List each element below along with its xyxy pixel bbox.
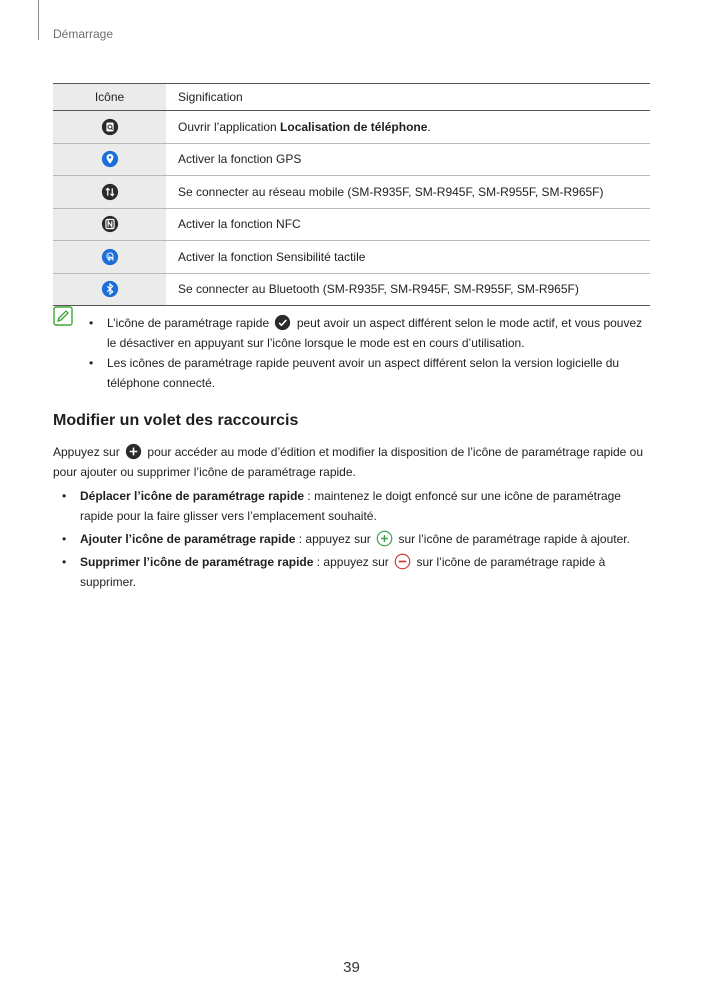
list-item: • Déplacer l’icône de paramétrage rapide : maintenez le doigt enfoncé sur une icône de paramétrage rapide pour la faire glisser vers l’emplacement souhaité. xyxy=(53,486,653,526)
table-row xyxy=(53,111,650,144)
table-header-row xyxy=(53,84,650,111)
quick-setting-mode-icon xyxy=(274,314,291,331)
table-cell-meaning: Se connecter au réseau mobile (SM-R935F, SM-R945F, SM-R955F, SM-R965F) xyxy=(166,176,650,209)
mobile-network-icon xyxy=(101,183,119,201)
list-item: • L’icône de paramétrage rapide peut avoir un aspect différent selon le mode actif, et vous pouvez le désactiver en appuyant sur l’icône lorsque le mode est en cours d’utilisation. xyxy=(89,313,649,353)
edit-plus-icon xyxy=(125,443,142,460)
touch-sensitivity-icon xyxy=(101,248,119,266)
table-cell-meaning: Activer la fonction GPS xyxy=(166,143,650,176)
edit-options-list xyxy=(53,486,653,595)
note-list xyxy=(89,313,649,393)
page-number: 39 xyxy=(343,959,360,976)
running-header: Démarrage xyxy=(53,27,114,41)
icon-table xyxy=(53,83,650,306)
table-cell-meaning: Ouvrir l’application Localisation de téléphone. xyxy=(166,111,650,144)
list-item: • Ajouter l’icône de paramétrage rapide : appuyez sur sur l’icône de paramétrage rapide à ajouter. xyxy=(53,529,653,549)
list-item: • Les icônes de paramétrage rapide peuvent avoir un aspect différent selon la version logicielle du téléphone connecté. xyxy=(89,353,649,393)
section-heading: Modifier un volet des raccourcis xyxy=(53,412,299,429)
bluetooth-icon xyxy=(101,280,119,298)
table-row xyxy=(53,273,650,306)
table-row xyxy=(53,176,650,209)
remove-icon xyxy=(394,553,411,570)
note-pencil-icon xyxy=(53,306,73,326)
table-cell-meaning: Activer la fonction Sensibilité tactile xyxy=(166,241,650,274)
add-icon xyxy=(376,530,393,547)
section-intro: Appuyez sur pour accéder au mode d’édition et modifier la disposition de l’icône de paramétrage rapide ou pour ajouter ou supprimer l’icône de paramétrage rapide. xyxy=(53,445,644,479)
table-row xyxy=(53,143,650,176)
nfc-icon xyxy=(101,215,119,233)
corner-rule xyxy=(38,0,39,40)
table-row xyxy=(53,208,650,241)
table-row xyxy=(53,241,650,274)
find-phone-icon xyxy=(101,118,119,136)
table-cell-meaning: Activer la fonction NFC xyxy=(166,208,650,241)
gps-location-icon xyxy=(101,150,119,168)
table-header-icon: Icône xyxy=(53,84,166,111)
app-name: Localisation de téléphone xyxy=(280,119,428,134)
table-cell-meaning: Se connecter au Bluetooth (SM-R935F, SM-R945F, SM-R955F, SM-R965F) xyxy=(166,273,650,306)
list-item: • Supprimer l’icône de paramétrage rapide : appuyez sur sur l’icône de paramétrage rapide à supprimer. xyxy=(53,552,653,592)
table-header-meaning: Signification xyxy=(166,84,650,111)
